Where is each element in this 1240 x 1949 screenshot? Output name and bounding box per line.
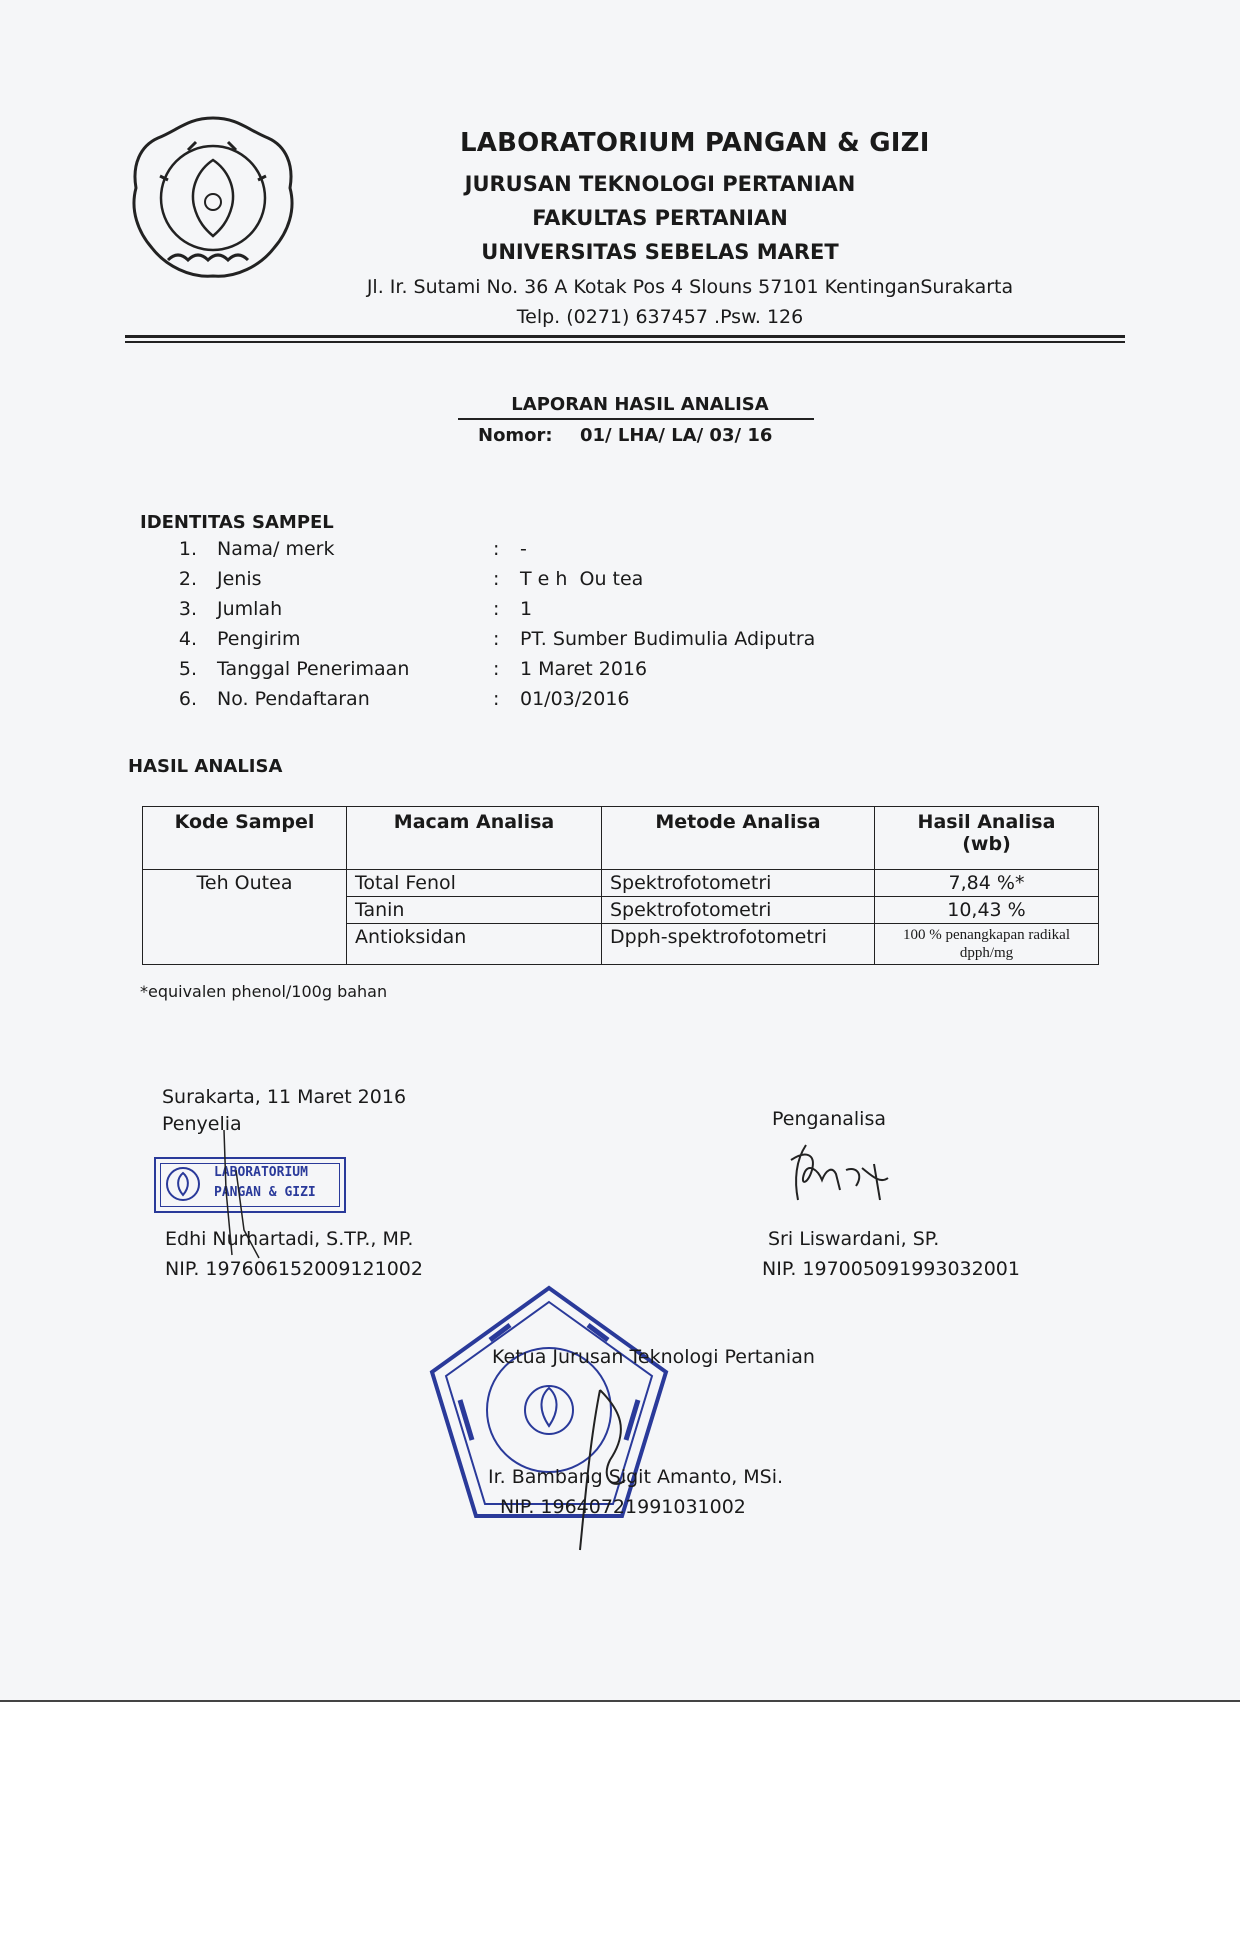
row-label: Jenis [217, 568, 262, 590]
analysis-cell: Tanin [347, 897, 602, 924]
analysis-cell: Total Fenol [347, 870, 602, 897]
row-value: 1 [520, 598, 533, 620]
row-value: T e h Ou tea [520, 568, 644, 590]
report-title: LAPORAN HASIL ANALISA [511, 394, 769, 415]
left-signer-role: Penyelia [162, 1113, 242, 1135]
table-row [143, 924, 1099, 965]
row-number: 2. [178, 568, 197, 590]
lab-stamp-line2: PANGAN & GIZI [214, 1185, 316, 1200]
phone: Telp. (0271) 637457 .Psw. 126 [516, 306, 804, 328]
row-value: 01/03/2016 [520, 688, 630, 710]
row-value: PT. Sumber Budimulia Adiputra [520, 628, 816, 650]
lab-stamp-line1: LABORATORIUM [214, 1165, 308, 1180]
head-signer-role: Ketua Jurusan Teknologi Pertanian [492, 1346, 815, 1368]
row-label: Pengirim [217, 628, 301, 650]
row-value: - [520, 538, 527, 560]
sample-code-cell-empty [143, 924, 347, 965]
sample-code-cell: Teh Outea [143, 870, 347, 897]
university-name: UNIVERSITAS SEBELAS MARET [481, 240, 839, 264]
department-name: JURUSAN TEKNOLOGI PERTANIAN [464, 172, 856, 196]
result-cell: 100 % penangkapan radikal dpph/mg [875, 924, 1099, 965]
header-analysis-type: Macam Analisa [347, 807, 602, 870]
letterhead-rule-thick [125, 335, 1125, 338]
address: Jl. Ir. Sutami No. 36 A Kotak Pos 4 Slouns 57101 KentinganSurakarta [366, 276, 1014, 298]
right-signer-name: Sri Liswardani, SP. [768, 1228, 940, 1250]
result-cell: 7,84 %* [875, 870, 1099, 897]
head-signer-nip: NIP. 19640721991031002 [500, 1496, 746, 1518]
right-signer-nip: NIP. 197005091993032001 [762, 1258, 1020, 1280]
method-cell: Dpph-spektrofotometri [602, 924, 875, 965]
faculty-name: FAKULTAS PERTANIAN [532, 206, 788, 230]
page-edge [0, 1700, 1240, 1702]
head-signer-name: Ir. Bambang Sigit Amanto, MSi. [488, 1466, 784, 1488]
table-footnote: *equivalen phenol/100g bahan [140, 982, 388, 1001]
row-label: No. Pendaftaran [217, 688, 370, 710]
method-cell: Spektrofotometri [602, 870, 875, 897]
header-sample-code: Kode Sampel [143, 807, 347, 870]
row-label: Jumlah [217, 598, 283, 620]
left-signer-name: Edhi Nurhartadi, S.TP., MP. [165, 1228, 414, 1250]
lab-name: LABORATORIUM PANGAN & GIZI [460, 128, 930, 158]
sample-code-cell-empty [143, 897, 347, 924]
row-label: Tanggal Penerimaan [217, 658, 410, 680]
report-number-label: Nomor: [478, 425, 553, 446]
row-number: 1. [178, 538, 197, 560]
right-signer-role: Penganalisa [772, 1108, 886, 1130]
lab-stamp-logo-icon [164, 1165, 202, 1203]
table-row [143, 897, 1099, 924]
right-signature-mark [776, 1140, 906, 1210]
report-number-value: 01/ LHA/ LA/ 03/ 16 [580, 425, 773, 446]
row-colon: : [493, 598, 500, 620]
results-section-title: HASIL ANALISA [128, 756, 283, 777]
identity-list [175, 538, 875, 728]
method-cell: Spektrofotometri [602, 897, 875, 924]
row-colon: : [493, 658, 500, 680]
report-title-underline [458, 418, 814, 420]
row-colon: : [493, 538, 500, 560]
table-row [143, 870, 1099, 897]
left-signer-nip: NIP. 197606152009121002 [165, 1258, 423, 1280]
university-logo [128, 110, 298, 290]
row-number: 5. [178, 658, 197, 680]
row-number: 6. [178, 688, 197, 710]
identity-section-title: IDENTITAS SAMPEL [140, 512, 334, 533]
place-date: Surakarta, 11 Maret 2016 [162, 1086, 407, 1108]
row-label: Nama/ merk [217, 538, 335, 560]
header-result [875, 807, 1099, 870]
result-cell: 10,43 % [875, 897, 1099, 924]
row-colon: : [493, 688, 500, 710]
header-result-line2: (wb) [962, 833, 1011, 855]
row-colon: : [493, 628, 500, 650]
row-number: 3. [178, 598, 197, 620]
analysis-cell: Antioksidan [347, 924, 602, 965]
letterhead-rule-thin [125, 341, 1125, 343]
header-result-line1: Hasil Analisa [917, 811, 1056, 833]
header-method: Metode Analisa [602, 807, 875, 870]
row-colon: : [493, 568, 500, 590]
row-number: 4. [178, 628, 197, 650]
table-header-row [143, 807, 1099, 870]
results-table [142, 806, 1099, 965]
row-value: 1 Maret 2016 [520, 658, 648, 680]
